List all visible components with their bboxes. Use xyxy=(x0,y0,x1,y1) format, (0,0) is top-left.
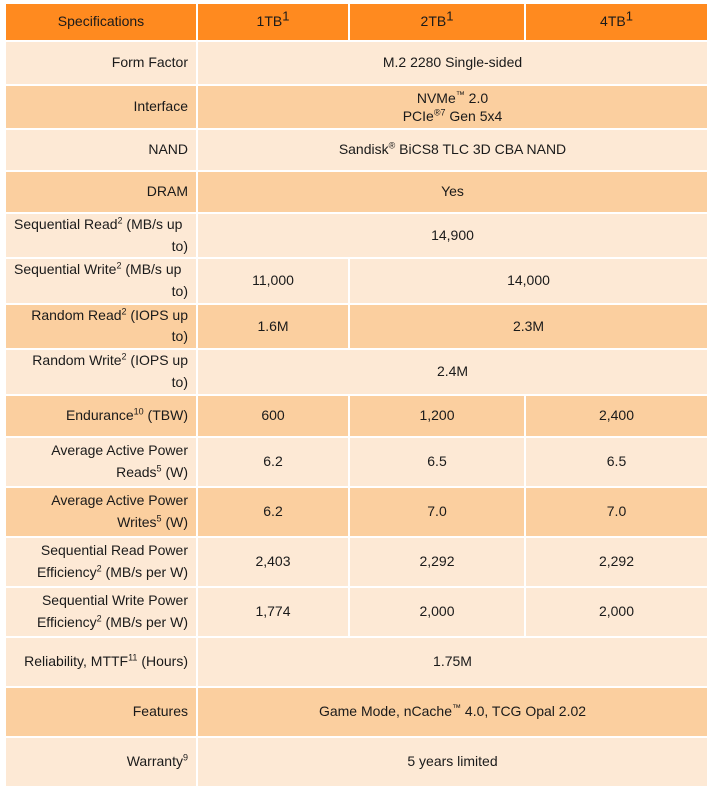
header-col-2tb xyxy=(349,3,525,41)
label-text: Reliability, MTTF xyxy=(24,652,129,669)
row-value-2tb: 2,000 xyxy=(349,587,525,637)
row-reliability xyxy=(5,637,708,687)
row-value: Yes xyxy=(197,171,708,213)
label-text: (MB/s per W) xyxy=(101,563,188,580)
row-random-read xyxy=(5,304,708,349)
row-value xyxy=(197,687,708,737)
value-text: 4.0, TCG Opal 2.02 xyxy=(461,702,587,719)
label-text: Sequential Read Power xyxy=(40,541,188,558)
footnote: 2 xyxy=(96,612,102,623)
row-warranty xyxy=(5,737,708,787)
row-random-write xyxy=(5,349,708,394)
label-text: (Hours) xyxy=(137,652,188,669)
col-label: 4TB xyxy=(600,13,626,30)
value-line xyxy=(206,89,699,107)
label-text: Average Active Power xyxy=(51,491,188,508)
row-value-1tb: 600 xyxy=(197,395,349,437)
label-text: Reads xyxy=(116,463,157,480)
footnote: 5 xyxy=(156,512,162,523)
row-value-1tb: 6.2 xyxy=(197,487,349,537)
row-form-factor xyxy=(5,41,708,85)
col-footnote: 1 xyxy=(282,8,290,24)
label-text: to) xyxy=(171,237,188,254)
label-text: (IOPS up to) xyxy=(126,306,188,345)
row-seq-write-efficiency xyxy=(5,587,708,637)
row-label xyxy=(5,213,197,258)
row-label: Features xyxy=(5,687,197,737)
row-value-2tb-4tb: 14,000 xyxy=(349,258,708,303)
row-label: NAND xyxy=(5,129,197,171)
label-text: (MB/s up xyxy=(122,216,183,232)
row-value-1tb: 11,000 xyxy=(197,258,349,303)
row-value-2tb: 1,200 xyxy=(349,395,525,437)
col-footnote: 1 xyxy=(625,8,633,24)
row-label xyxy=(5,395,197,437)
footnote: 5 xyxy=(156,462,162,473)
label-text: Writes xyxy=(117,513,157,530)
row-value-4tb: 2,292 xyxy=(525,537,708,587)
label-text: Endurance xyxy=(65,406,134,423)
label-text: Efficiency xyxy=(36,613,97,630)
row-features xyxy=(5,687,708,737)
footnote: ™ xyxy=(452,702,462,712)
label-text: (W) xyxy=(161,463,188,480)
row-value xyxy=(197,129,708,171)
row-label xyxy=(5,487,197,537)
row-value: M.2 2280 Single-sided xyxy=(197,41,708,85)
value-text: Game Mode, nCache xyxy=(318,702,453,719)
row-label xyxy=(5,637,197,687)
row-seq-read-efficiency xyxy=(5,537,708,587)
label-text: (TBW) xyxy=(143,406,188,423)
row-value-4tb: 2,400 xyxy=(525,395,708,437)
value-text: BiCS8 TLC 3D CBA NAND xyxy=(395,141,567,158)
label-text: (W) xyxy=(161,513,188,530)
value-text: 2.0 xyxy=(464,89,489,106)
label-text: Sequential Write Power xyxy=(41,591,188,608)
label-text: (IOPS up xyxy=(126,352,188,369)
footnote: 2 xyxy=(117,215,123,226)
row-label xyxy=(5,437,197,487)
col-label: 1TB xyxy=(256,13,283,30)
footnote: 2 xyxy=(116,260,122,271)
row-label xyxy=(5,587,197,637)
value-text: Gen 5x4 xyxy=(445,108,503,124)
header-title: Specifications xyxy=(5,3,197,41)
label-text: Warranty xyxy=(126,752,183,769)
footnote: 10 xyxy=(133,406,144,416)
value-text: PCIe xyxy=(402,108,434,124)
row-sequential-read xyxy=(5,213,708,258)
footnote: 11 xyxy=(128,652,138,662)
row-value-4tb: 6.5 xyxy=(525,437,708,487)
row-value: 5 years limited xyxy=(197,737,708,787)
label-text: Random Read xyxy=(31,306,122,323)
row-label xyxy=(5,258,197,303)
row-value-4tb: 2,000 xyxy=(525,587,708,637)
row-sequential-write xyxy=(5,258,708,303)
row-value-1tb: 1.6M xyxy=(197,304,349,349)
label-text: (MB/s per W) xyxy=(101,613,188,630)
footnote: ® xyxy=(388,140,396,151)
footnote: 2 xyxy=(121,351,127,362)
row-value-2tb: 7.0 xyxy=(349,487,525,537)
row-label xyxy=(5,737,197,787)
footnote: 9 xyxy=(182,752,188,762)
row-avg-power-writes xyxy=(5,487,708,537)
col-footnote: 1 xyxy=(446,8,454,24)
row-value-4tb: 7.0 xyxy=(525,487,708,537)
header-col-1tb xyxy=(197,3,349,41)
row-avg-power-reads xyxy=(5,437,708,487)
row-value-2tb: 2,292 xyxy=(349,537,525,587)
row-label xyxy=(5,537,197,587)
label-text: (MB/s up xyxy=(121,261,182,278)
footnote: ™ xyxy=(455,89,465,100)
label-text: Efficiency xyxy=(36,563,97,580)
row-value-1tb: 2,403 xyxy=(197,537,349,587)
row-value: 1.75M xyxy=(197,637,708,687)
label-text: Sequential Read xyxy=(14,216,118,232)
row-value-1tb: 6.2 xyxy=(197,437,349,487)
row-label xyxy=(5,349,197,394)
header-col-4tb xyxy=(525,3,708,41)
label-text: Sequential Write xyxy=(14,261,117,278)
row-value-2tb: 6.5 xyxy=(349,437,525,487)
label-text: to) xyxy=(171,373,188,390)
value-text: NVMe xyxy=(416,89,456,106)
specifications-table xyxy=(4,2,709,788)
footnote: ®7 xyxy=(433,107,446,118)
row-nand xyxy=(5,129,708,171)
col-label: 2TB xyxy=(420,13,447,30)
row-label: Interface xyxy=(5,85,197,129)
footnote: 2 xyxy=(121,306,127,317)
row-interface xyxy=(5,85,708,129)
footnote: 2 xyxy=(96,562,102,573)
value-text: Sandisk xyxy=(338,141,389,158)
label-text: to) xyxy=(171,283,188,300)
row-label: DRAM xyxy=(5,171,197,213)
row-value-1tb: 1,774 xyxy=(197,587,349,637)
row-value: 2.4M xyxy=(197,349,708,394)
row-value xyxy=(197,85,708,129)
header-row xyxy=(5,3,708,41)
row-value: 14,900 xyxy=(197,213,708,258)
row-label xyxy=(5,304,197,349)
value-line xyxy=(206,107,699,125)
row-label: Form Factor xyxy=(5,41,197,85)
label-text: Random Write xyxy=(32,352,122,369)
row-endurance xyxy=(5,395,708,437)
row-dram xyxy=(5,171,708,213)
row-value-2tb-4tb: 2.3M xyxy=(349,304,708,349)
label-text: Average Active Power xyxy=(51,441,188,458)
